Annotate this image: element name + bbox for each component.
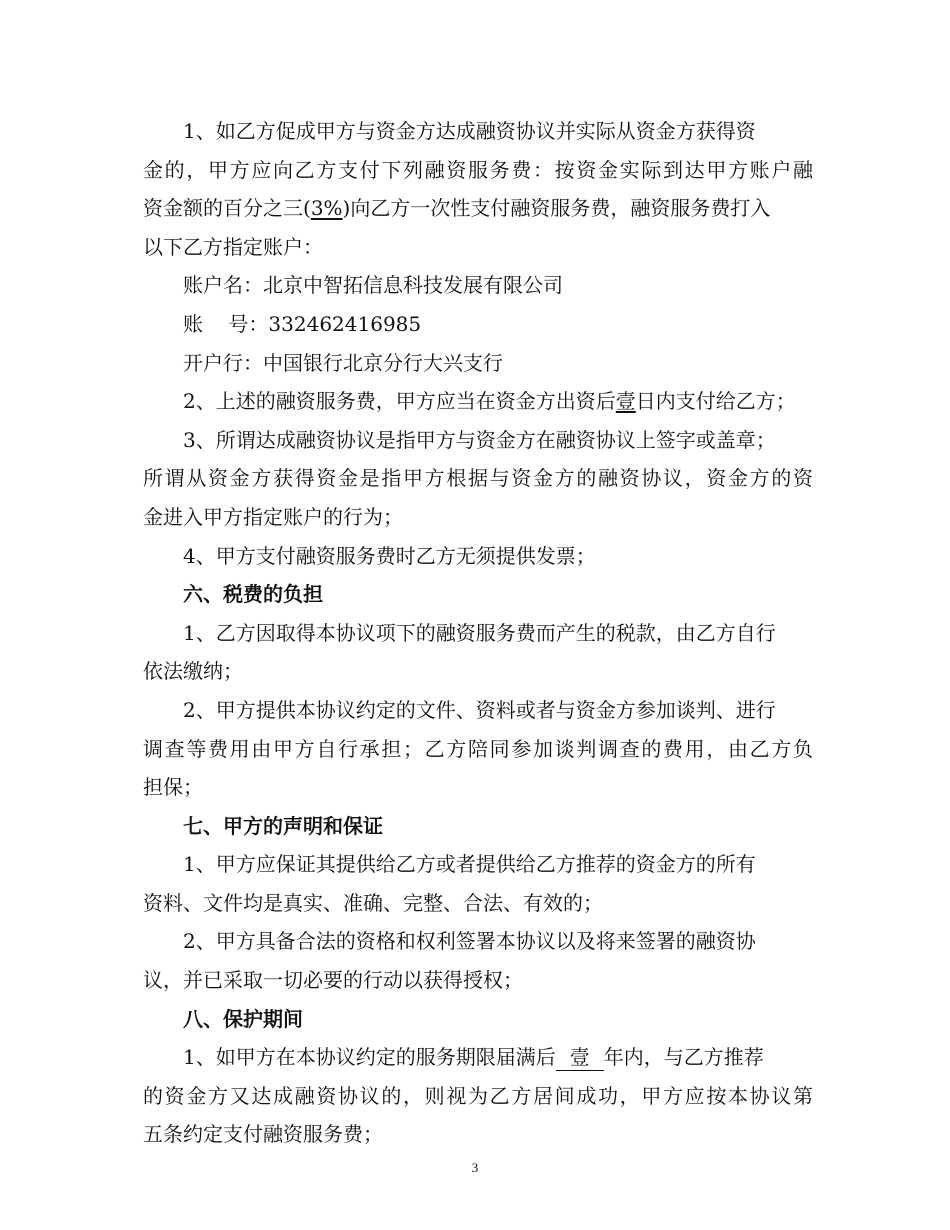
- text-span: 年内，与乙方推荐: [603, 1045, 764, 1070]
- paragraph-line: [143, 189, 813, 228]
- payment-days: 壹: [615, 389, 636, 414]
- paragraph-line: 1、如乙方促成甲方与资金方达成融资协议并实际从资金方获得资: [183, 119, 756, 143]
- account-name: 账户名：北京中智拓信息科技发展有限公司: [183, 273, 563, 298]
- paragraph-line: 依法缴纳；: [143, 659, 243, 684]
- paragraph-line: 1、甲方应保证其提供给乙方或者提供给乙方推荐的资金方的所有: [183, 852, 756, 877]
- text-span: )向乙方一次性支付融资服务费，融资服务费打入: [342, 196, 771, 221]
- paragraph-line: 以下乙方指定账户：: [143, 234, 323, 259]
- paragraph-line: 金进入甲方指定账户的行为；: [143, 504, 403, 529]
- paragraph-line: 五条约定支付融资服务费；: [143, 1122, 383, 1147]
- text-span: 1、如甲方在本协议约定的服务期限届满后: [183, 1045, 556, 1070]
- document-body: [143, 112, 813, 1154]
- paragraph-line: 3、所谓达成融资协议是指甲方与资金方在融资协议上签字或盖章；: [183, 427, 776, 452]
- section-heading: 八、保护期间: [183, 1006, 303, 1031]
- section-heading: 六、税费的负担: [183, 582, 323, 607]
- paragraph-line: 2、甲方提供本协议约定的文件、资料或者与资金方参加谈判、进行: [183, 697, 776, 722]
- account-number: 账 号：332462416985: [183, 311, 422, 336]
- fee-rate: 3%: [310, 196, 343, 221]
- paragraph-line: 资料、文件均是真实、准确、完整、合法、有效的；: [143, 890, 603, 915]
- page-number: 3: [471, 1160, 479, 1175]
- paragraph-line: 1、乙方因取得本协议项下的融资服务费而产生的税款，由乙方自行: [183, 620, 776, 645]
- paragraph-line: 议，并已采取一切必要的行动以获得授权；: [143, 968, 523, 993]
- paragraph-line: 调查等费用由甲方自行承担；乙方陪同参加谈判调查的费用，由乙方负: [143, 736, 813, 761]
- text-span: 资金额的百分之三(: [143, 196, 311, 221]
- paragraph-line: [143, 382, 813, 421]
- paragraph-line: 金的，甲方应向乙方支付下列融资服务费：按资金实际到达甲方账户融: [143, 157, 813, 182]
- paragraph-line: 4、甲方支付融资服务费时乙方无须提供发票；: [183, 543, 596, 568]
- text-span: 2、上述的融资服务费，甲方应当在资金方出资后: [183, 389, 616, 414]
- bank-name: 开户行：中国银行北京分行大兴支行: [183, 350, 503, 375]
- paragraph-line: 2、甲方具备合法的资格和权利签署本协议以及将来签署的融资协: [183, 929, 756, 954]
- section-heading: 七、甲方的声明和保证: [183, 813, 383, 838]
- paragraph-line: [143, 1038, 813, 1077]
- text-span: 日内支付给乙方；: [635, 389, 796, 414]
- protection-years: 壹: [556, 1044, 604, 1071]
- paragraph-line: 的资金方又达成融资协议的，则视为乙方居间成功，甲方应按本协议第: [143, 1083, 813, 1108]
- paragraph-line: 所谓从资金方获得资金是指甲方根据与资金方的融资协议，资金方的资: [143, 466, 813, 491]
- paragraph-line: 担保；: [143, 775, 203, 800]
